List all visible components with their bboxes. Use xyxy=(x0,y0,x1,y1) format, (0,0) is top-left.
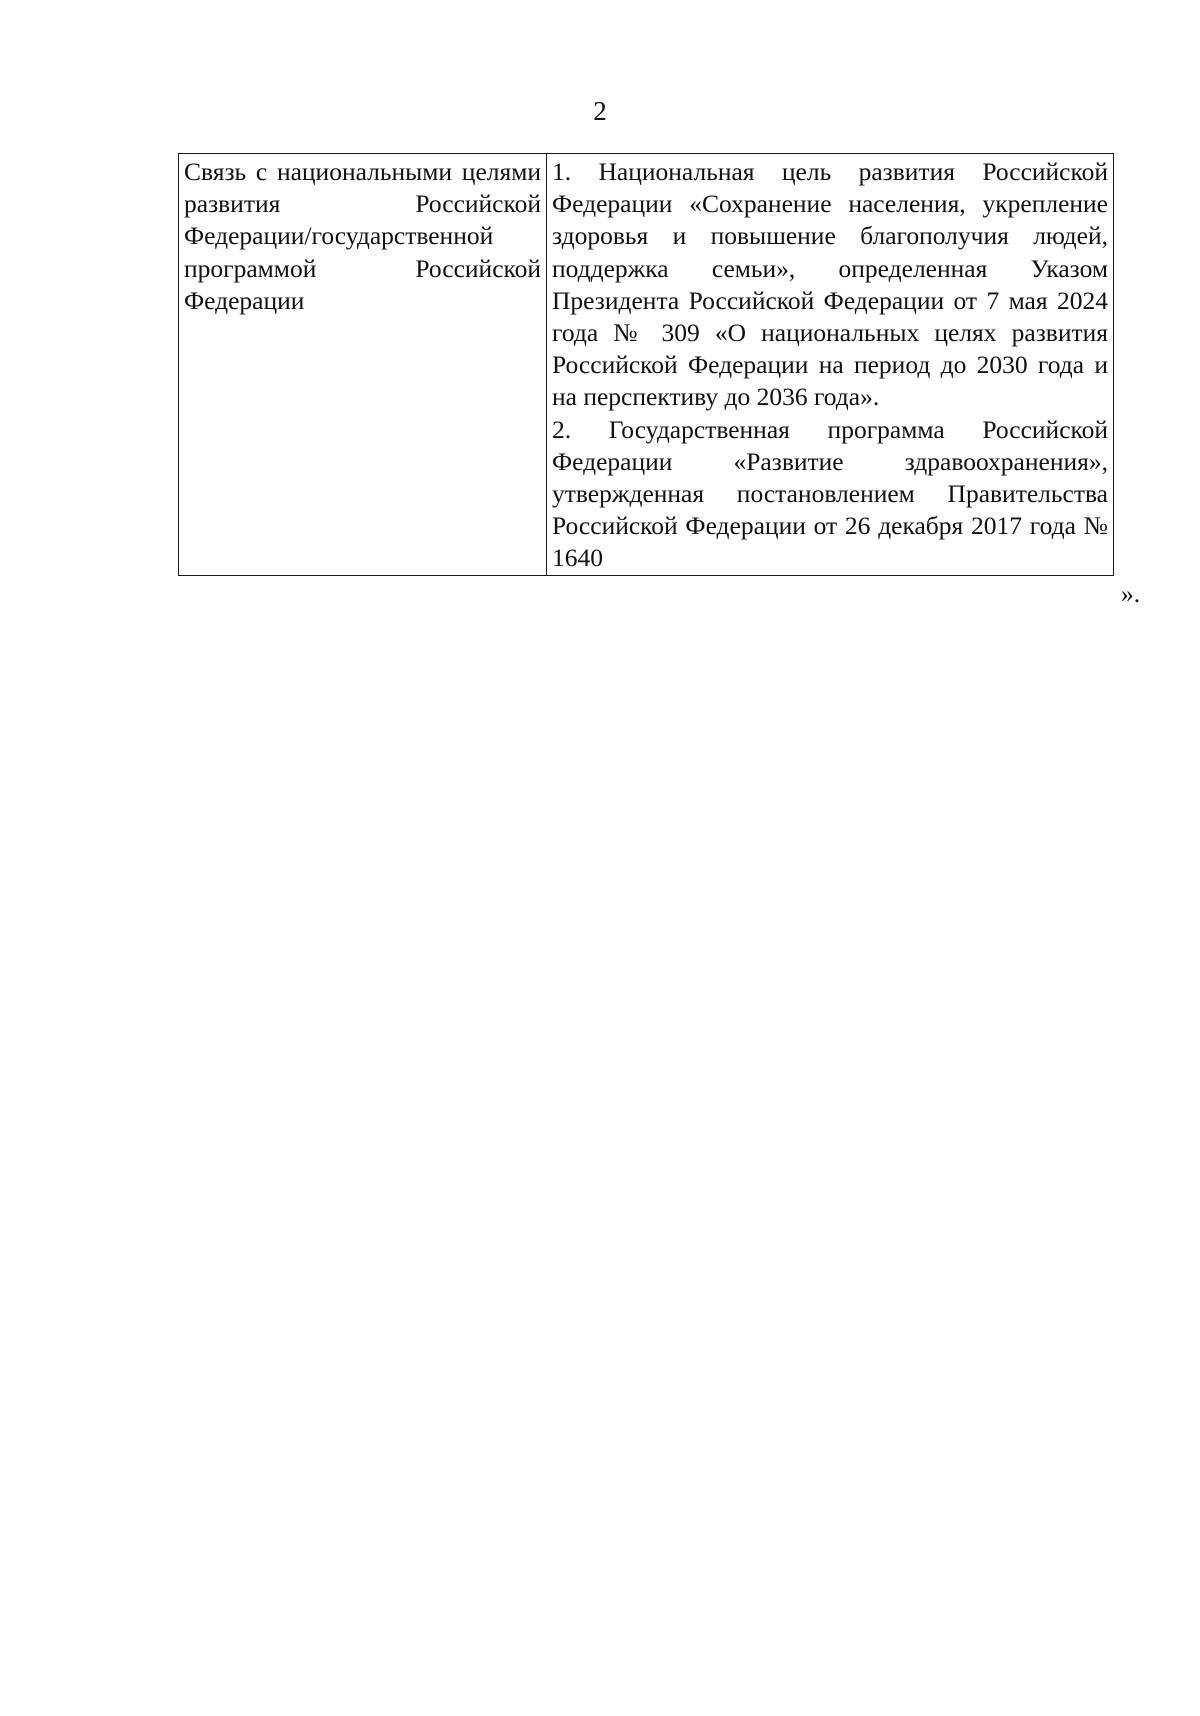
national-goals-table xyxy=(178,153,1114,576)
state-program-item: 2. Государственная программа Российской Федерации «Развитие здравоохранения», утвержденная постановлением Правительства Российской Федерации от 26 декабря 2017 года № 1640 xyxy=(552,414,1108,573)
cell-label-text: Связь с национальными целями развития Российской Федерации/государственной программой Российской Федерации xyxy=(184,157,541,315)
page-number: 2 xyxy=(593,96,607,126)
table-cell-value xyxy=(547,154,1114,576)
table-cell-label xyxy=(179,154,547,576)
national-goal-item: 1. Национальная цель развития Российской Федерации «Сохранение населения, укрепление здоровья и повышение благополучия людей, поддержка семьи», определенная Указом Президента Российской Федерации от 7 мая 2024 года № 309 «О национальных целях развития Российской Федерации на период до 2030 года и на перспективу до 2036 года». xyxy=(552,157,1108,412)
closing-quote: ». xyxy=(1121,579,1141,608)
table-row xyxy=(179,154,1114,576)
